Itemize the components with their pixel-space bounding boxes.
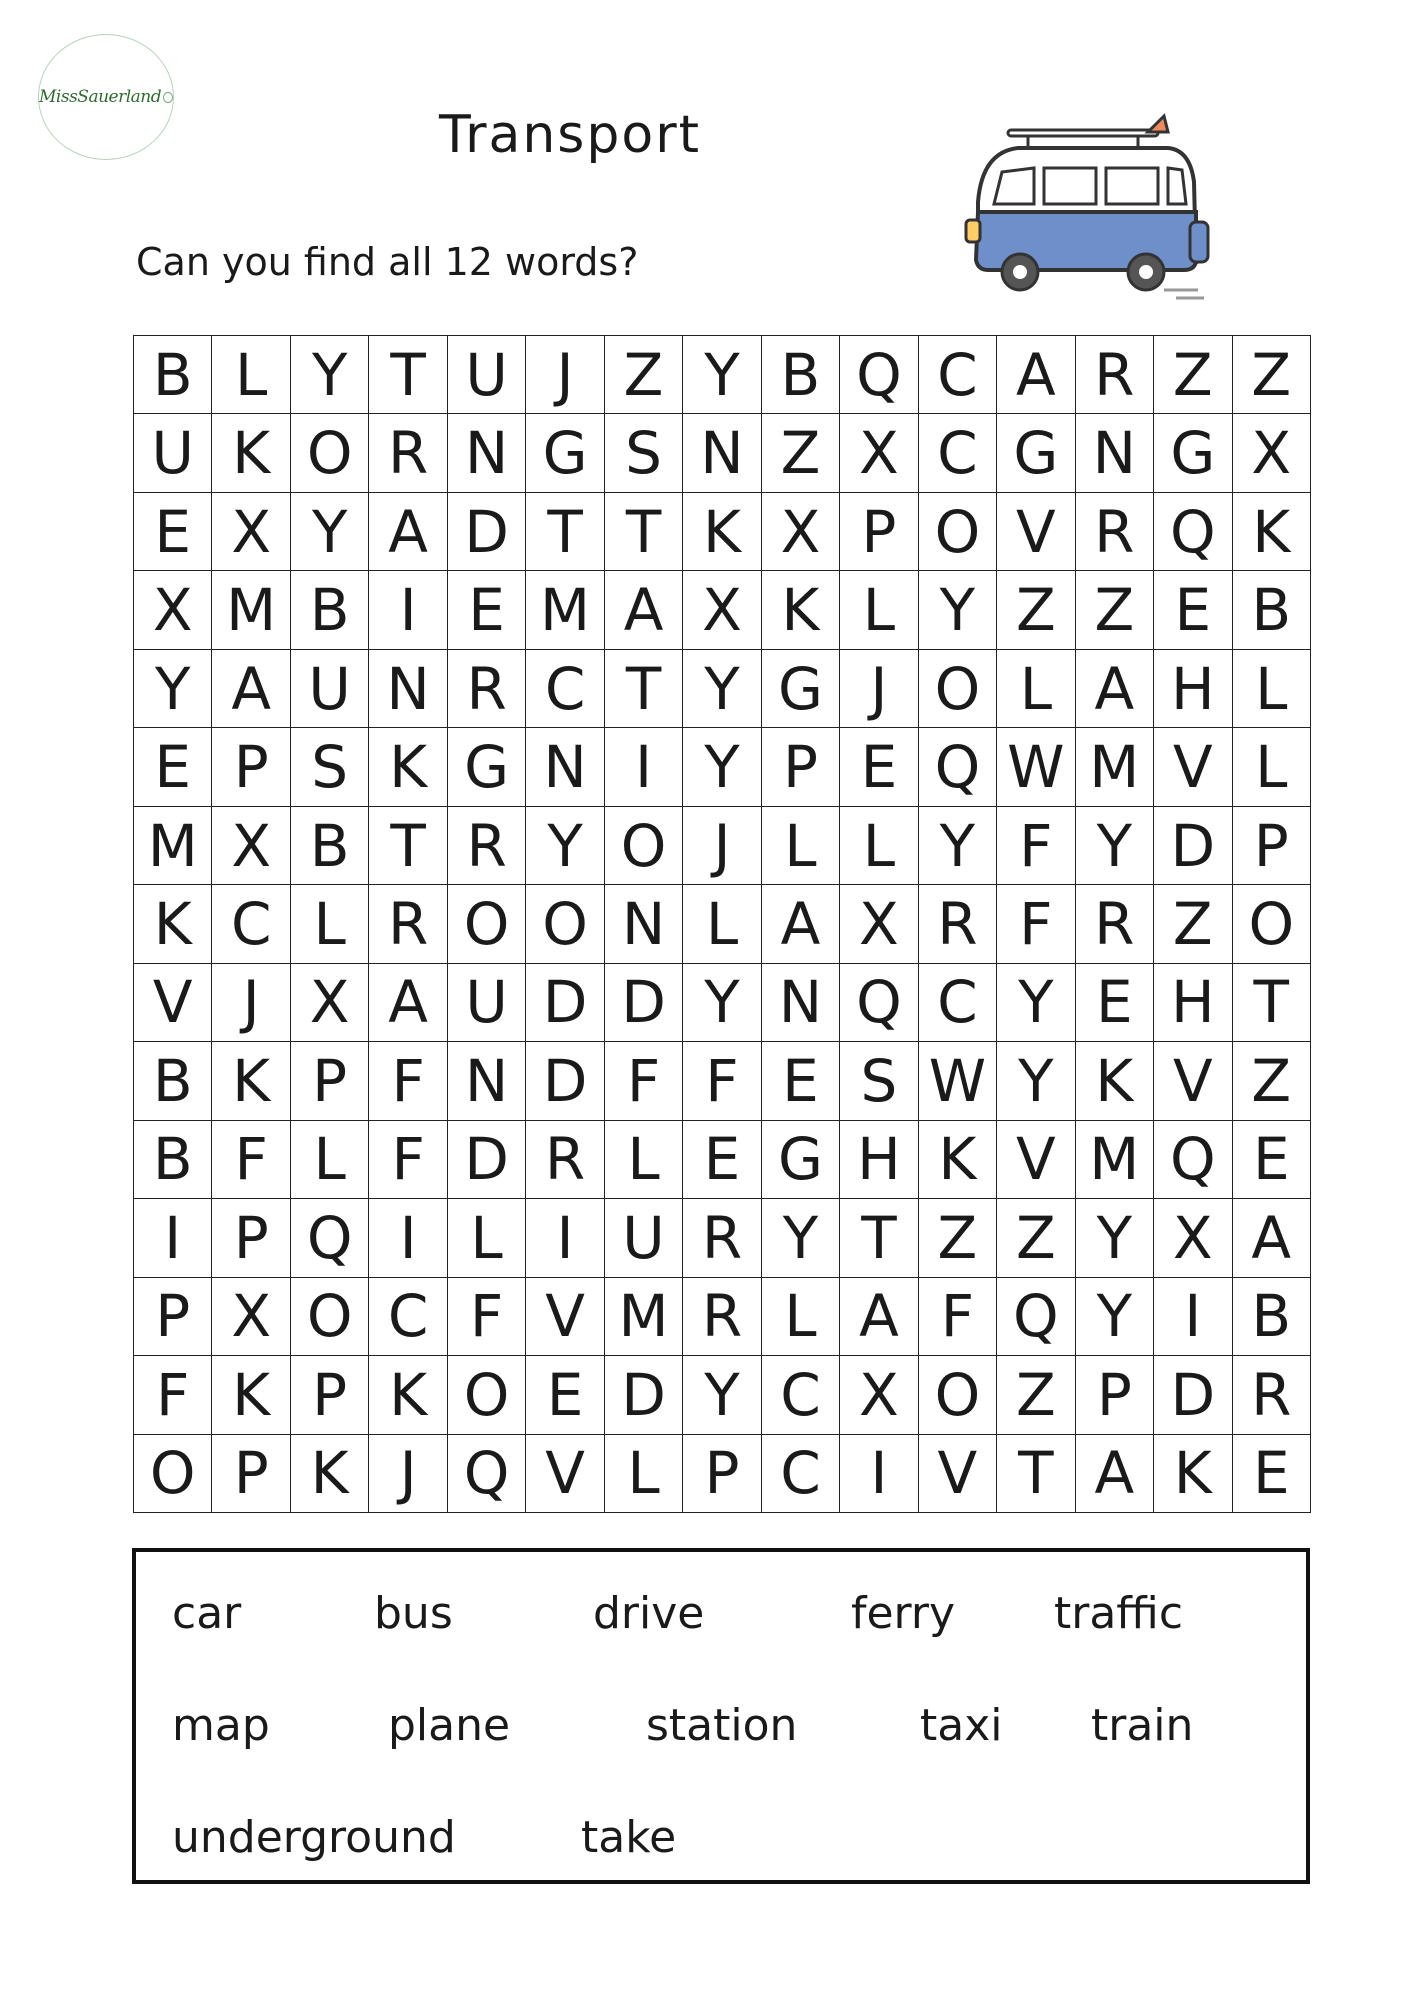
grid-cell[interactable]: W — [997, 728, 1075, 806]
grid-cell[interactable]: Q — [840, 964, 918, 1042]
grid-cell[interactable]: L — [997, 650, 1075, 728]
grid-cell[interactable]: H — [840, 1121, 918, 1199]
grid-cell[interactable]: C — [212, 885, 290, 963]
grid-cell[interactable]: L — [840, 571, 918, 649]
grid-cell[interactable]: X — [840, 414, 918, 492]
grid-cell[interactable]: E — [683, 1121, 761, 1199]
grid-cell[interactable]: D — [526, 964, 604, 1042]
grid-cell[interactable]: Y — [1076, 807, 1154, 885]
grid-cell[interactable]: E — [762, 1042, 840, 1120]
grid-cell[interactable]: P — [1233, 807, 1311, 885]
grid-cell[interactable]: C — [762, 1356, 840, 1434]
grid-cell[interactable]: V — [526, 1278, 604, 1356]
grid-cell[interactable]: B — [762, 336, 840, 414]
grid-cell[interactable]: X — [212, 493, 290, 571]
grid-cell[interactable]: A — [212, 650, 290, 728]
grid-cell[interactable]: I — [840, 1435, 918, 1513]
grid-cell[interactable]: P — [291, 1042, 369, 1120]
grid-cell[interactable]: E — [1154, 571, 1232, 649]
grid-cell[interactable]: E — [840, 728, 918, 806]
grid-cell[interactable]: B — [1233, 1278, 1311, 1356]
grid-cell[interactable]: B — [134, 1042, 212, 1120]
grid-cell[interactable]: A — [1076, 1435, 1154, 1513]
grid-cell[interactable]: V — [1154, 728, 1232, 806]
word-list-item: train — [1091, 1700, 1194, 1751]
grid-cell[interactable]: F — [369, 1121, 447, 1199]
grid-cell[interactable]: V — [134, 964, 212, 1042]
grid-cell[interactable]: T — [605, 650, 683, 728]
grid-cell[interactable]: K — [683, 493, 761, 571]
grid-cell[interactable]: Q — [291, 1199, 369, 1277]
grid-cell[interactable]: K — [1233, 493, 1311, 571]
grid-cell[interactable]: J — [369, 1435, 447, 1513]
grid-cell[interactable]: R — [526, 1121, 604, 1199]
grid-cell[interactable]: R — [369, 885, 447, 963]
grid-cell[interactable]: Y — [997, 1042, 1075, 1120]
grid-cell[interactable]: D — [448, 493, 526, 571]
grid-cell[interactable]: D — [1154, 1356, 1232, 1434]
grid-cell[interactable]: B — [291, 807, 369, 885]
grid-cell[interactable]: G — [762, 650, 840, 728]
grid-cell[interactable]: Z — [1154, 336, 1232, 414]
grid-cell[interactable]: P — [840, 493, 918, 571]
grid-cell[interactable]: A — [369, 964, 447, 1042]
grid-cell[interactable]: C — [526, 650, 604, 728]
grid-cell[interactable]: R — [1076, 493, 1154, 571]
grid-cell[interactable]: K — [919, 1121, 997, 1199]
grid-cell[interactable]: K — [134, 885, 212, 963]
grid-cell[interactable]: X — [1233, 414, 1311, 492]
grid-cell[interactable]: R — [1076, 336, 1154, 414]
grid-cell[interactable]: M — [1076, 1121, 1154, 1199]
grid-cell[interactable]: L — [762, 807, 840, 885]
grid-cell[interactable]: R — [683, 1278, 761, 1356]
grid-cell[interactable]: V — [1154, 1042, 1232, 1120]
grid-cell[interactable]: G — [762, 1121, 840, 1199]
grid-cell[interactable]: X — [291, 964, 369, 1042]
grid-cell[interactable]: A — [762, 885, 840, 963]
grid-cell[interactable]: K — [369, 728, 447, 806]
grid-cell[interactable]: N — [1076, 414, 1154, 492]
grid-cell[interactable]: P — [212, 1435, 290, 1513]
grid-cell[interactable]: K — [212, 1356, 290, 1434]
grid-cell[interactable]: F — [997, 807, 1075, 885]
grid-cell[interactable]: A — [605, 571, 683, 649]
grid-cell[interactable]: B — [1233, 571, 1311, 649]
grid-cell[interactable]: O — [1233, 885, 1311, 963]
grid-cell[interactable]: Z — [762, 414, 840, 492]
grid-cell[interactable]: Z — [605, 336, 683, 414]
grid-cell[interactable]: O — [291, 414, 369, 492]
grid-cell[interactable]: X — [683, 571, 761, 649]
grid-cell[interactable]: J — [683, 807, 761, 885]
grid-cell[interactable]: Z — [997, 1356, 1075, 1434]
grid-cell[interactable]: E — [1076, 964, 1154, 1042]
grid-cell[interactable]: F — [369, 1042, 447, 1120]
grid-cell[interactable]: U — [605, 1199, 683, 1277]
grid-cell[interactable]: T — [840, 1199, 918, 1277]
word-search-grid — [133, 335, 1311, 1513]
grid-cell[interactable]: Y — [997, 964, 1075, 1042]
logo-text: MissSauerland — [39, 87, 162, 107]
grid-cell[interactable]: V — [997, 493, 1075, 571]
word-list-item: map — [172, 1700, 270, 1751]
grid-cell[interactable]: Z — [1233, 336, 1311, 414]
grid-cell[interactable]: R — [448, 807, 526, 885]
grid-cell[interactable]: Y — [683, 336, 761, 414]
grid-cell[interactable]: N — [605, 885, 683, 963]
grid-cell[interactable]: X — [840, 1356, 918, 1434]
grid-cell[interactable]: L — [762, 1278, 840, 1356]
grid-cell[interactable]: D — [526, 1042, 604, 1120]
grid-cell[interactable]: L — [212, 336, 290, 414]
grid-cell[interactable]: P — [212, 728, 290, 806]
grid-cell[interactable]: U — [291, 650, 369, 728]
grid-cell[interactable]: V — [526, 1435, 604, 1513]
grid-cell[interactable]: P — [212, 1199, 290, 1277]
grid-cell[interactable]: D — [1154, 807, 1232, 885]
grid-cell[interactable]: X — [840, 885, 918, 963]
grid-cell[interactable]: E — [134, 728, 212, 806]
word-list-item: traffic — [1054, 1588, 1184, 1639]
grid-cell[interactable]: Q — [997, 1278, 1075, 1356]
grid-cell[interactable]: L — [605, 1435, 683, 1513]
grid-cell[interactable]: K — [762, 571, 840, 649]
grid-cell[interactable]: I — [526, 1199, 604, 1277]
grid-cell[interactable]: P — [683, 1435, 761, 1513]
grid-cell[interactable]: H — [1154, 964, 1232, 1042]
grid-cell[interactable]: U — [448, 964, 526, 1042]
grid-cell[interactable]: T — [1233, 964, 1311, 1042]
grid-cell[interactable]: U — [134, 414, 212, 492]
grid-cell[interactable]: F — [997, 885, 1075, 963]
grid-cell[interactable]: P — [762, 728, 840, 806]
grid-cell[interactable]: Y — [762, 1199, 840, 1277]
word-list-item: taxi — [920, 1700, 1003, 1751]
grid-cell[interactable]: A — [997, 336, 1075, 414]
grid-cell[interactable]: P — [134, 1278, 212, 1356]
grid-cell[interactable]: R — [1233, 1356, 1311, 1434]
grid-cell[interactable]: Y — [683, 1356, 761, 1434]
grid-cell[interactable]: M — [1076, 728, 1154, 806]
grid-cell[interactable]: G — [997, 414, 1075, 492]
grid-cell[interactable]: K — [212, 414, 290, 492]
grid-cell[interactable]: Y — [134, 650, 212, 728]
grid-cell[interactable]: K — [291, 1435, 369, 1513]
grid-cell[interactable]: Z — [997, 1199, 1075, 1277]
grid-cell[interactable]: B — [291, 571, 369, 649]
word-list — [132, 1548, 1310, 1884]
grid-cell[interactable]: K — [1154, 1435, 1232, 1513]
grid-cell[interactable]: E — [526, 1356, 604, 1434]
grid-cell[interactable]: H — [1154, 650, 1232, 728]
word-list-item: car — [172, 1588, 242, 1639]
grid-cell[interactable]: O — [605, 807, 683, 885]
grid-cell[interactable]: N — [683, 414, 761, 492]
grid-cell[interactable]: I — [369, 571, 447, 649]
grid-cell[interactable]: C — [919, 414, 997, 492]
grid-cell[interactable]: J — [526, 336, 604, 414]
grid-cell[interactable]: D — [605, 964, 683, 1042]
grid-cell[interactable]: O — [448, 885, 526, 963]
grid-cell[interactable]: Y — [291, 493, 369, 571]
grid-cell[interactable]: Q — [1154, 1121, 1232, 1199]
grid-cell[interactable]: L — [605, 1121, 683, 1199]
grid-cell[interactable]: T — [605, 493, 683, 571]
grid-cell[interactable]: R — [919, 885, 997, 963]
grid-cell[interactable]: T — [997, 1435, 1075, 1513]
grid-cell[interactable]: D — [605, 1356, 683, 1434]
grid-cell[interactable]: I — [134, 1199, 212, 1277]
grid-cell[interactable]: X — [1154, 1199, 1232, 1277]
grid-cell[interactable]: A — [840, 1278, 918, 1356]
grid-cell[interactable]: J — [840, 650, 918, 728]
grid-cell[interactable]: V — [919, 1435, 997, 1513]
grid-cell[interactable]: R — [448, 650, 526, 728]
grid-cell[interactable]: Y — [1076, 1199, 1154, 1277]
grid-cell[interactable]: O — [291, 1278, 369, 1356]
grid-cell[interactable]: X — [134, 571, 212, 649]
grid-cell[interactable]: C — [919, 336, 997, 414]
grid-cell[interactable]: Y — [1076, 1278, 1154, 1356]
grid-cell[interactable]: O — [919, 650, 997, 728]
grid-cell[interactable]: S — [291, 728, 369, 806]
grid-cell[interactable]: E — [1233, 1121, 1311, 1199]
grid-cell[interactable]: C — [919, 964, 997, 1042]
grid-cell[interactable]: N — [448, 1042, 526, 1120]
grid-cell[interactable]: P — [291, 1356, 369, 1434]
grid-cell[interactable]: L — [683, 885, 761, 963]
grid-cell[interactable]: Z — [997, 571, 1075, 649]
grid-cell[interactable]: F — [134, 1356, 212, 1434]
grid-cell[interactable]: L — [291, 1121, 369, 1199]
grid-cell[interactable]: M — [212, 571, 290, 649]
grid-cell[interactable]: Q — [919, 728, 997, 806]
grid-cell[interactable]: P — [1076, 1356, 1154, 1434]
grid-cell[interactable]: A — [1233, 1199, 1311, 1277]
grid-cell[interactable]: Q — [448, 1435, 526, 1513]
grid-cell[interactable]: G — [1154, 414, 1232, 492]
word-list-item: station — [646, 1700, 798, 1751]
grid-cell[interactable]: Y — [291, 336, 369, 414]
grid-cell[interactable]: R — [369, 414, 447, 492]
word-list-item: take — [581, 1812, 677, 1863]
grid-cell[interactable]: Y — [683, 728, 761, 806]
grid-cell[interactable]: T — [369, 336, 447, 414]
grid-cell[interactable]: V — [997, 1121, 1075, 1199]
grid-cell[interactable]: O — [919, 493, 997, 571]
grid-cell[interactable]: C — [369, 1278, 447, 1356]
grid-cell[interactable]: M — [605, 1278, 683, 1356]
grid-cell[interactable]: G — [448, 728, 526, 806]
grid-cell[interactable]: K — [212, 1042, 290, 1120]
grid-cell[interactable]: R — [683, 1199, 761, 1277]
grid-cell[interactable]: I — [1154, 1278, 1232, 1356]
grid-cell[interactable]: B — [134, 1121, 212, 1199]
grid-cell[interactable]: C — [762, 1435, 840, 1513]
grid-cell[interactable]: W — [919, 1042, 997, 1120]
grid-cell[interactable]: G — [526, 414, 604, 492]
grid-cell[interactable]: Y — [683, 650, 761, 728]
grid-cell[interactable]: D — [448, 1121, 526, 1199]
grid-cell[interactable]: N — [762, 964, 840, 1042]
grid-cell[interactable]: O — [526, 885, 604, 963]
grid-cell[interactable]: Y — [919, 571, 997, 649]
grid-cell[interactable]: X — [212, 1278, 290, 1356]
grid-cell[interactable]: S — [605, 414, 683, 492]
grid-cell[interactable]: X — [212, 807, 290, 885]
grid-cell[interactable]: N — [526, 728, 604, 806]
grid-cell[interactable]: E — [448, 571, 526, 649]
grid-cell[interactable]: F — [605, 1042, 683, 1120]
grid-cell[interactable]: S — [840, 1042, 918, 1120]
grid-cell[interactable]: L — [840, 807, 918, 885]
grid-cell[interactable]: A — [1076, 650, 1154, 728]
grid-cell[interactable]: N — [448, 414, 526, 492]
grid-cell[interactable]: O — [919, 1356, 997, 1434]
grid-cell[interactable]: L — [448, 1199, 526, 1277]
grid-cell[interactable]: X — [762, 493, 840, 571]
grid-cell[interactable]: F — [448, 1278, 526, 1356]
grid-cell[interactable]: U — [448, 336, 526, 414]
grid-cell[interactable]: Y — [683, 964, 761, 1042]
grid-cell[interactable]: A — [369, 493, 447, 571]
logo — [38, 34, 174, 160]
grid-cell[interactable]: L — [1233, 650, 1311, 728]
page-subtitle: Can you find all 12 words? — [136, 240, 639, 284]
grid-cell[interactable]: B — [134, 336, 212, 414]
grid-cell[interactable]: F — [212, 1121, 290, 1199]
word-list-item: ferry — [851, 1588, 956, 1639]
grid-cell[interactable]: F — [683, 1042, 761, 1120]
grid-cell[interactable]: M — [526, 571, 604, 649]
grid-cell[interactable]: Z — [1154, 885, 1232, 963]
grid-cell[interactable]: F — [919, 1278, 997, 1356]
grid-cell[interactable]: Q — [1154, 493, 1232, 571]
page-title: Transport — [438, 105, 701, 165]
grid-cell[interactable]: T — [526, 493, 604, 571]
logo-leaf-icon — [163, 92, 173, 103]
grid-cell[interactable]: Z — [1233, 1042, 1311, 1120]
grid-cell[interactable]: K — [1076, 1042, 1154, 1120]
grid-cell[interactable]: Y — [919, 807, 997, 885]
word-list-item: drive — [593, 1588, 705, 1639]
grid-cell[interactable]: I — [605, 728, 683, 806]
grid-cell[interactable]: T — [369, 807, 447, 885]
grid-cell[interactable]: M — [134, 807, 212, 885]
word-list-item: bus — [374, 1588, 453, 1639]
grid-cell[interactable]: Y — [526, 807, 604, 885]
grid-cell[interactable]: R — [1076, 885, 1154, 963]
grid-cell[interactable]: Z — [919, 1199, 997, 1277]
grid-cell[interactable]: Q — [840, 336, 918, 414]
grid-cell[interactable]: Z — [1076, 571, 1154, 649]
grid-cell[interactable]: O — [134, 1435, 212, 1513]
grid-cell[interactable]: L — [291, 885, 369, 963]
grid-cell[interactable]: J — [212, 964, 290, 1042]
grid-cell[interactable]: E — [1233, 1435, 1311, 1513]
word-list-item: underground — [172, 1812, 456, 1863]
grid-cell[interactable]: I — [369, 1199, 447, 1277]
camper-van-icon — [958, 112, 1218, 302]
word-list-item: plane — [388, 1700, 511, 1751]
grid-cell[interactable]: O — [448, 1356, 526, 1434]
grid-cell[interactable]: E — [134, 493, 212, 571]
grid-cell[interactable]: L — [1233, 728, 1311, 806]
grid-cell[interactable]: K — [369, 1356, 447, 1434]
grid-cell[interactable]: N — [369, 650, 447, 728]
